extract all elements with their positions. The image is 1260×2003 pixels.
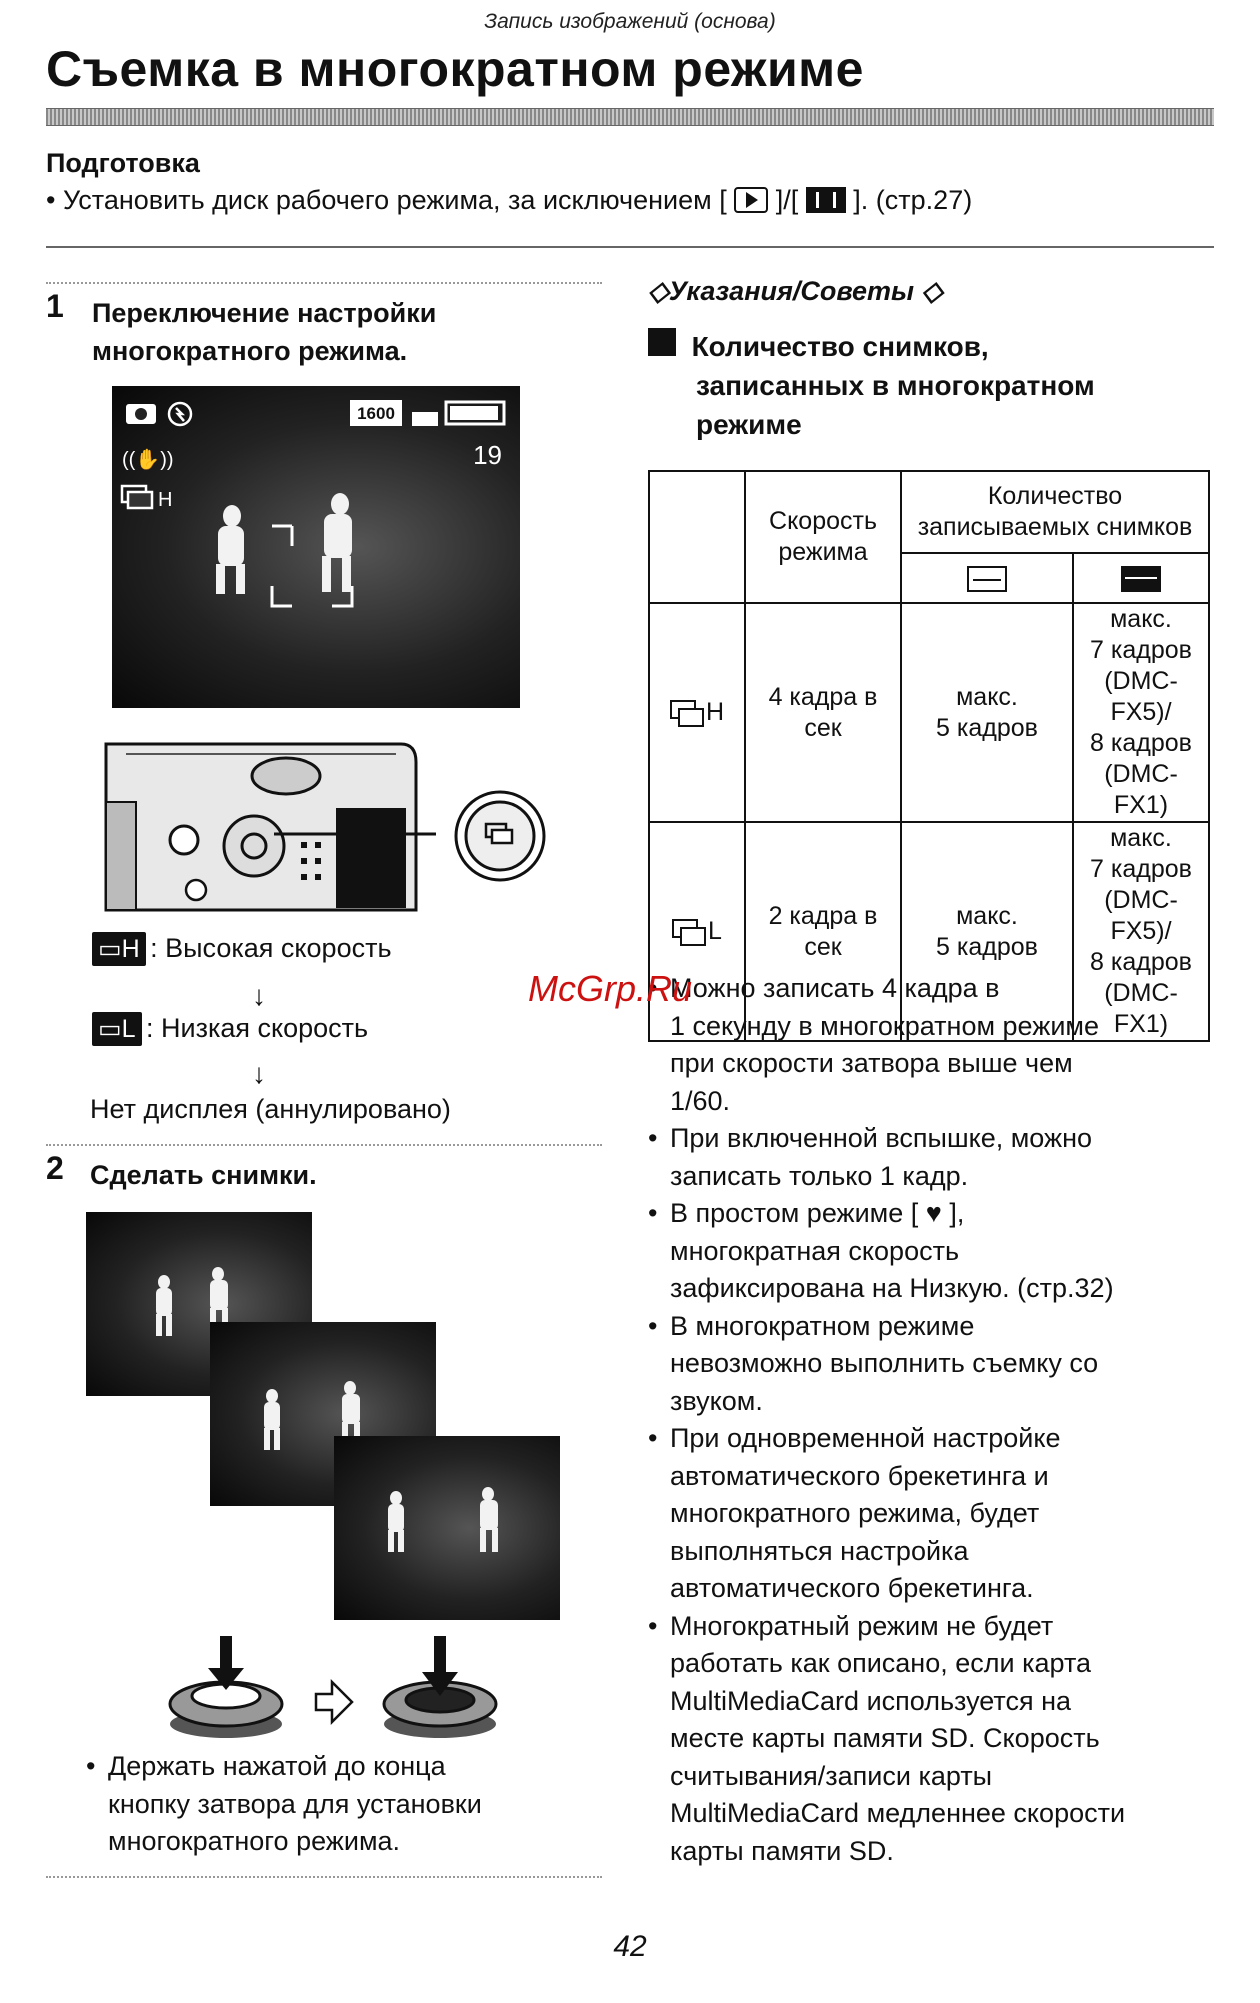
burst-low-badge: ▭L — [92, 1012, 142, 1046]
preparation-heading: Подготовка — [46, 148, 200, 178]
svg-text:H: H — [158, 489, 173, 511]
tips-notes — [648, 970, 1218, 1870]
burst-frame-3 — [334, 1436, 560, 1620]
stabilizer-icon: ((✋)) — [122, 449, 174, 471]
diamond-icon: ◇ — [921, 276, 943, 306]
shutter-press-illustration — [166, 1632, 506, 1742]
table-mode-cell: H — [649, 603, 745, 822]
table-header-small-size — [901, 553, 1073, 603]
step1-title-line2: многократного режима. — [92, 336, 408, 366]
preparation-text-middle: ]/[ — [775, 185, 799, 215]
burst-high-badge: ▭H — [92, 932, 146, 966]
step1-title — [92, 294, 436, 370]
table-large-count-cell: макс. 7 кадров (DMC-FX5)/ 8 кадров (DMC-FX1) — [1073, 822, 1209, 1041]
title-rule — [46, 108, 1214, 126]
legend-high-label: : Высокая скорость — [150, 933, 392, 963]
shutter-half-press — [170, 1636, 282, 1738]
legend-high — [92, 932, 392, 966]
step2-divider — [46, 1144, 602, 1146]
page-title: Съемка в многократном режиме — [46, 41, 864, 97]
section-divider — [46, 246, 1214, 248]
playback-icon — [734, 187, 768, 213]
page-number: 42 — [613, 1930, 647, 1963]
list-item: • В простом режиме [ ♥ ], многократная скорость зафиксирована на Низкую. (стр.32) — [648, 1195, 1218, 1308]
shots-remaining: 19 — [473, 440, 502, 470]
diamond-icon: ◇ — [648, 276, 669, 306]
table-corner-cell — [649, 471, 745, 603]
af-frame — [272, 526, 292, 606]
table-header-count: Количество записываемых снимков — [901, 471, 1209, 553]
runner-figure-2 — [322, 493, 352, 592]
preparation-text-after: ]. (стр.27) — [853, 185, 973, 215]
tips-section-heading: Количество снимков, записанных в многократном режиме — [648, 327, 1095, 444]
step1-title-line1: Переключение настройки — [92, 298, 437, 328]
table-large-count-cell: макс. 7 кадров (DMC-FX5)/ 8 кадров (DMC-FX1) — [1073, 603, 1209, 822]
burst-button — [224, 816, 284, 876]
preparation-text-before: • Установить диск рабочего режима, за исключением [ — [46, 185, 727, 215]
iso-value: 1600 — [357, 404, 395, 423]
heart-icon: ♥ — [925, 1198, 942, 1228]
table-small-count-cell: макс. 5 кадров — [901, 603, 1073, 822]
small-image-size-icon — [967, 566, 1007, 592]
table-mode-cell: L — [649, 822, 745, 1041]
quality-icon — [412, 412, 438, 426]
lcd-overlay — [112, 386, 520, 708]
step2-number: 2 — [46, 1150, 64, 1186]
arrow-down-1: ↓ — [252, 980, 266, 1011]
list-item: • При одновременной настройке автоматического брекетинга и многократного режима, будет выполняться настройка автоматического брекетинга. — [648, 1420, 1218, 1608]
burst-lcd-icon — [122, 486, 172, 511]
list-item: • В многократном режиме невозможно выполнить съемку со звуком. — [648, 1308, 1218, 1421]
left-bottom-divider — [46, 1876, 602, 1878]
shutter-button — [252, 758, 320, 794]
lcd-preview-image — [112, 386, 520, 708]
bullet-square-icon — [648, 328, 676, 356]
runner-figure-1 — [216, 505, 245, 594]
step1-divider — [46, 282, 602, 284]
next-arrow-icon — [316, 1682, 352, 1722]
burst-mode-icon — [672, 919, 708, 945]
step2-note-item: • Держать нажатой до конца кнопку затвора для установки многократного режима. — [86, 1748, 586, 1861]
camera-icon — [126, 404, 156, 424]
step1-number: 1 — [46, 288, 64, 324]
camera-illustration — [96, 742, 556, 912]
tips-heading: ◇Указания/Советы ◇ — [648, 276, 943, 306]
burst-mode-icon — [670, 700, 706, 726]
burst-count-table — [648, 470, 1210, 1042]
table-header-large-size — [1073, 553, 1209, 603]
list-item: • При включенной вспышке, можно записать только 1 кадр. — [648, 1120, 1218, 1195]
legend-low — [92, 1012, 368, 1046]
shutter-full-press — [384, 1636, 496, 1738]
large-image-size-icon — [1121, 566, 1161, 592]
list-item: • Многократный режим не будет работать как описано, если карта MultiMediaCard используется на месте карты памяти SD. Скорость считывания/записи карты MultiMediaCard медленнее скорости карты памяти SD. — [648, 1608, 1218, 1871]
no-display-label: Нет дисплея (аннулировано) — [90, 1094, 451, 1124]
preparation-text — [46, 185, 972, 216]
film-icon — [806, 187, 846, 213]
table-speed-cell: 2 кадра в сек — [745, 822, 901, 1041]
step2-note — [86, 1748, 586, 1861]
step2-title: Сделать снимки. — [90, 1160, 317, 1190]
table-header-speed: Скорость режима — [745, 471, 901, 603]
legend-low-label: : Низкая скорость — [145, 1013, 369, 1043]
table-speed-cell: 4 кадра в сек — [745, 603, 901, 822]
list-item: • Можно записать 4 кадра в 1 секунду в многократном режиме при скорости затвора выше чем 1/60. — [648, 970, 1218, 1120]
watermark[interactable]: McGrp.Ru — [528, 968, 693, 1009]
table-row — [649, 603, 1209, 822]
table-small-count-cell: макс. 5 кадров — [901, 822, 1073, 1041]
section-label: Запись изображений (основа) — [484, 10, 776, 33]
arrow-down-2: ↓ — [252, 1058, 266, 1089]
